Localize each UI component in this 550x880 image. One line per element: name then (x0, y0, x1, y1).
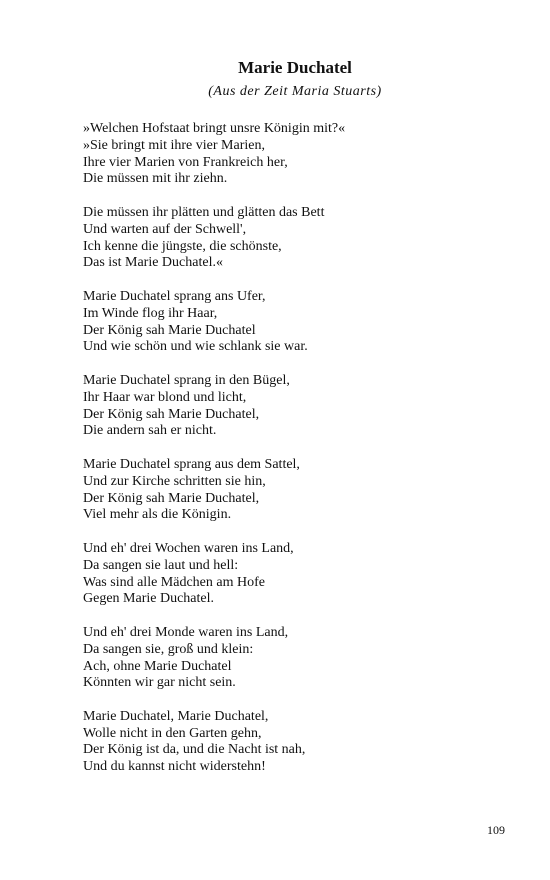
stanza (83, 625, 503, 692)
stanza (83, 709, 503, 776)
poem-line: Viel mehr als die Königin. (83, 507, 232, 523)
poem-line: Marie Duchatel sprang in den Bügel, (83, 372, 290, 388)
poem-body (83, 121, 503, 793)
poem-line: Und wie schön und wie schlank sie war. (83, 339, 308, 355)
stanza (83, 205, 503, 272)
page-number: 109 (487, 823, 505, 837)
poem-line: Das ist Marie Duchatel.« (83, 255, 223, 271)
poem-line: Und du kannst nicht widerstehn! (83, 759, 266, 775)
poem-line: Ihre vier Marien von Frankreich her, (83, 154, 288, 170)
stanza (83, 289, 503, 356)
stanza (83, 457, 503, 524)
poem-line: Ihr Haar war blond und licht, (83, 389, 247, 405)
poem-line: Könnten wir gar nicht sein. (83, 675, 236, 691)
poem-line: Der König sah Marie Duchatel (83, 322, 256, 338)
poem-line: Was sind alle Mädchen am Hofe (83, 574, 265, 590)
poem-line: Gegen Marie Duchatel. (83, 591, 214, 607)
poem-line: Und warten auf der Schwell', (83, 221, 247, 237)
poem-line: Der König sah Marie Duchatel, (83, 490, 260, 506)
poem-line: Da sangen sie laut und hell: (83, 557, 239, 573)
poem-line: Ach, ohne Marie Duchatel (83, 658, 232, 674)
poem-line: Ich kenne die jüngste, die schönste, (83, 238, 282, 254)
poem-line: Und eh' drei Monde waren ins Land, (83, 624, 289, 640)
poem-line: Marie Duchatel, Marie Duchatel, (83, 708, 269, 724)
poem-line: Und eh' drei Wochen waren ins Land, (83, 540, 294, 556)
poem-line: Marie Duchatel sprang aus dem Sattel, (83, 456, 300, 472)
poem-subtitle: (Aus der Zeit Maria Stuarts) (208, 84, 382, 99)
poem-line: Marie Duchatel sprang ans Ufer, (83, 288, 266, 304)
poem-line: Der König sah Marie Duchatel, (83, 406, 260, 422)
poem-line: »Welchen Hofstaat bringt unsre Königin mit?« (83, 121, 346, 136)
poem-line: Die müssen ihr plätten und glätten das Bett (83, 204, 325, 220)
poem-line: Der König ist da, und die Nacht ist nah, (83, 742, 306, 758)
poem-title: Marie Duchatel (238, 58, 352, 77)
poem-line: Im Winde flog ihr Haar, (83, 305, 218, 321)
poem-line: Und zur Kirche schritten sie hin, (83, 473, 266, 489)
poem-line: Die andern sah er nicht. (83, 423, 217, 439)
stanza (83, 541, 503, 608)
poem-line: Wolle nicht in den Garten gehn, (83, 725, 262, 741)
stanza (83, 121, 503, 188)
poem-line: »Sie bringt mit ihre vier Marien, (83, 137, 265, 153)
poem-line: Da sangen sie, groß und klein: (83, 641, 254, 657)
poem-line: Die müssen mit ihr ziehn. (83, 171, 228, 187)
stanza (83, 373, 503, 440)
